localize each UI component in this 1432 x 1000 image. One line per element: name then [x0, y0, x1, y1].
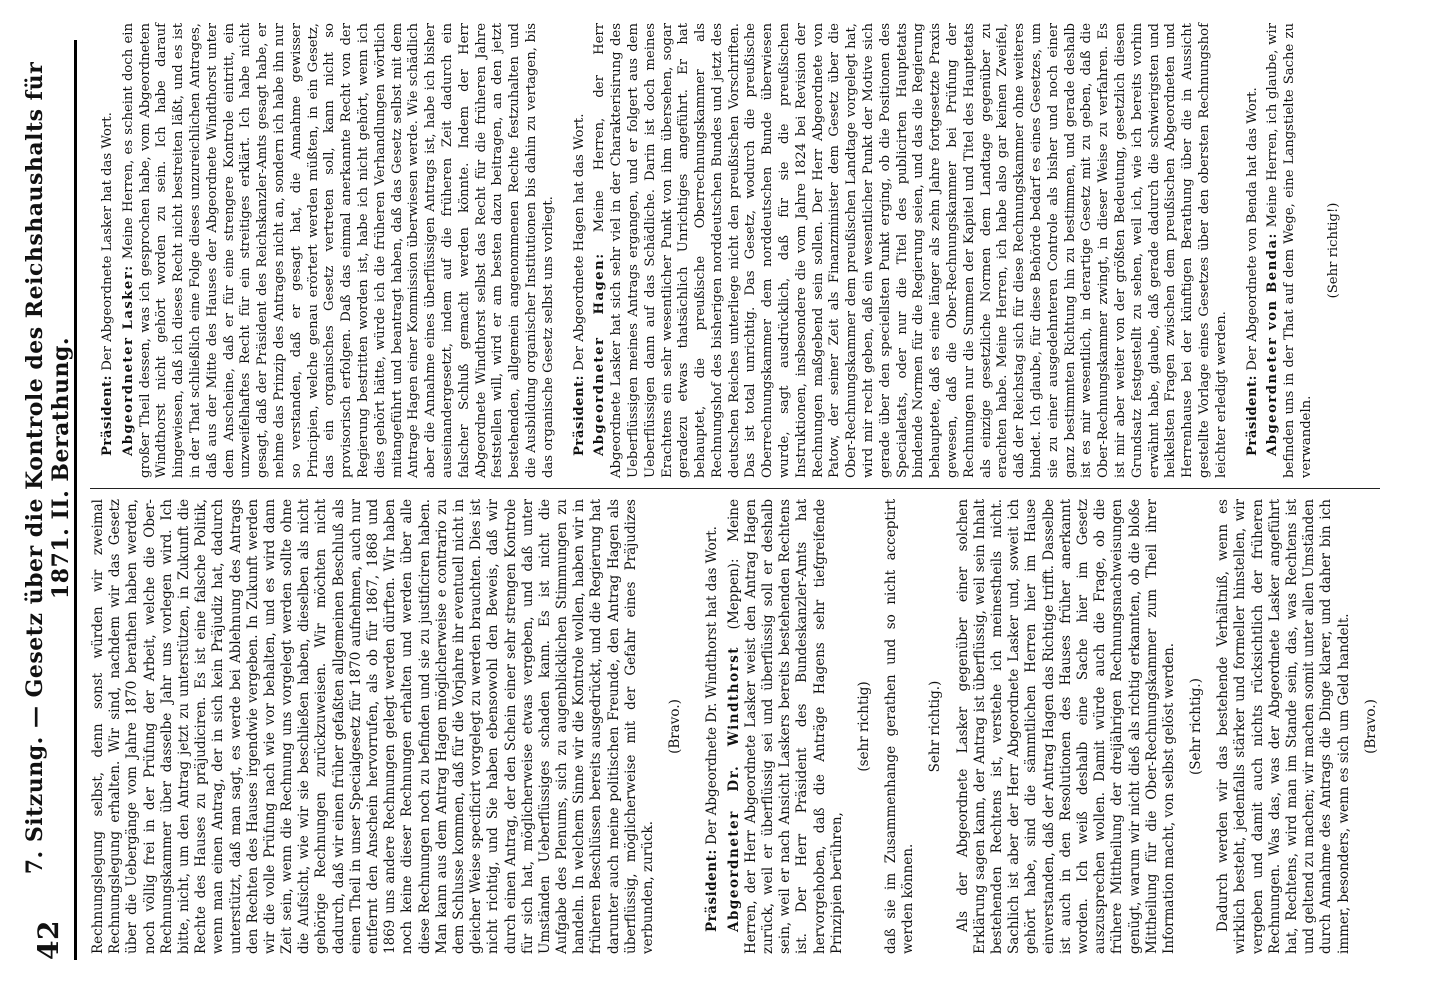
paragraph-text: Meine Herren, es scheint doch ein großer Theil dessen, was ich gesprochen habe, vom Abgeordneten Windthorst nicht gehört worden zu sein. Ich habe darauf hingewiesen, daß ich dieses Recht nicht bestreiten läßt, und es ist in der That schließlich eine Folge dieses unzureichlichen Antrages, daß aus der Mitte des Hauses der Abgeordnete Windthorst unter dem Anscheine, daß er für eine strengere Kontrole eintritt, ein unzweifelhaftes Recht für ein streitiges erklärt. Ich habe nicht gesagt, daß der Präsident des Reichskanzler-Amts gesagt habe, er nehme das Prinzip des Antrages nicht an, sondern ich habe ihn nur so verstanden, daß er gesagt hat, die Annahme gewisser Principien, welche genau erörtert werden müßten, in ein Gesetz, das ein organisches Gesetz vertreten soll, kann nicht so provisorisch erfolgen. Daß das einmal anerkannte Recht von der Regierung bestritten worden ist, habe ich nicht gehört, wenn ich dies gehört hätte, würde ich die früheren Verhandlungen wörtlich mitangeführt und beantragt haben, daß das Gesetz selbst mit dem Antrage Hagen einer Kommission überwiesen werde. Wie schädlich aber die Annahme eines überflüssigen Antrags ist, habe ich bisher auseinandergesetzt, indem auf die früheren Zeit dadurch ein falscher Schluß gemacht werden könnte. Indem der Herr Abgeordnete Windthorst selbst das Recht für die früheren Jahre feststellen will, wird er am besten dazu beitragen, an den jetzt bestehenden, allgemein angenommenen Rechte festzuhalten und die Ausbildung organischer Institutionen bis dahin zu vertagen, bis das organische Gesetz selbst uns vorliegt. [120, 23, 556, 478]
president-line [1245, 23, 1262, 478]
paragraph-text: Der Abgeordnete Hagen hat das Wort. [571, 113, 587, 371]
president-label: Präsident: [704, 849, 721, 932]
president-label: Präsident: [100, 374, 115, 456]
interjection: (Sehr richtig!) [1325, 202, 1341, 299]
interjection: (Sehr richtig.) [1188, 678, 1205, 775]
column-divider [90, 488, 1380, 489]
header-rule [74, 40, 77, 960]
speaker-name: Abgeordneter Hagen: [592, 252, 608, 456]
spacer [1235, 23, 1245, 478]
speech-paragraph [121, 23, 558, 478]
president-line [704, 499, 721, 954]
interjection: (Bravo.) [1362, 699, 1379, 754]
speech-paragraph [726, 499, 846, 954]
president-line [572, 23, 589, 478]
body-paragraph: daß sie im Zusammenhange gerathen und so nicht acceptirt werden können. [883, 499, 917, 954]
speaker-name: Abgeordneter von Benda: [1265, 232, 1281, 456]
president-line [100, 23, 117, 478]
spacer [694, 499, 704, 954]
paragraph-text: Der Abgeordnete Dr. Windthorst hat das Wort. [704, 526, 721, 845]
left-column [90, 499, 1390, 954]
spacer [90, 23, 100, 478]
right-column [90, 23, 1353, 478]
paragraph-text: (Meppen): Meine Herren, der Herr Abgeordnete Lasker weist den Antrag Hagen zurück, weil er überflüssig sei und überflüssig soll er deshalb sein, weil er nach Ansicht Laskers bereits bestehenden Rechtens ist. Der Herr Präsident des Bundeskanzler-Amts hat hervorgehoben, daß die Anträge Hagens sehr tiefgreifende Prinzipien berühren, [725, 499, 845, 954]
running-head [22, 40, 74, 960]
interjection: (sehr richtig) [855, 681, 872, 772]
speaker-name: Abgeordneter Dr. Windthorst [725, 645, 742, 932]
page-number: 42 [31, 920, 65, 960]
speech-paragraph [592, 23, 1230, 478]
interjection: Sehr richtig.) [927, 680, 944, 773]
digitization-credit [1405, 0, 1432, 1000]
interjection: (Bravo.) [667, 699, 684, 754]
paragraph-text: Der Abgeordnete Lasker hat das Wort. [100, 112, 115, 371]
body-paragraph: Rechnungslegung selbst, denn sonst würden wir zweimal Rechnungslegung erhalten. Wir sind, nachdem wir das Gesetz über die Uebergänge vom Jahre 1870 berathen haben werden, noch völlig frei in der Prüfung der Arbeit, welche die Ober-Rechnungskammer über dasselbe Jahr uns vorlegen wird. Ich bitte, nicht, um den Antrag jetzt zu unterstützen, in Zukunft die Rechte des Hauses zu präjudiciren. Es ist eine falsche Politik, wenn man einen Antrag, der in sich kein Präjudiz hat, dadurch unterstützt, daß man sagt, es werde bei Ablehnung des Antrags den Rechten des Hauses irgendwie vergeben. In Zukunft werden wir die volle Prüfung nach wie vor behalten, und es wird dann Zeit sein, wenn die Rechnung uns vorgelegt werden sollte ohne die Aufsicht, wie wir sie beschließen haben, dieselben als nicht gehörige Rechnungen zurückzuweisen. Wir möchten nicht dadurch, daß wir einen früher gefaßten allgemeinen Beschluß als einen Theil in unser Specialgesetz für 1870 aufnehmen, auch nur entfernt den Anschein hervorrufen, als ob für 1867, 1868 und 1869 uns andere Rechnungen gelegt werden dürften. Wir haben noch keine dieser Rechnungen erhalten und werden über alle diese Rechnungen noch zu befinden und sie zu justificiren haben. Man kann aus dem Antrag Hagen möglicherweise e contrario zu dem Schlusse kommen, daß für die Vorjahre ihr eventuell nicht in gleicher Weise specificirt vorgelegt zu werden brauchten. Dies ist nicht richtig, und Sie haben ebensowohl den Beweis, daß wir durch einen Antrag, der den Schein einer sehr strengen Kontrole für sich hat, möglicherweise etwas vergeben, und daß unter Umständen Ueberflüssiges schaden kann. Es ist nicht die Aufgabe des Plenums, sich zu augenblicklichen Stimmungen zu handeln. In welchem Sinne wir die Kontrole wollen, haben wir in früheren Beschlüssen bereits ausgedrückt, und die Regierung hat darunter auch meine politischen Freunde, den Antrag Hagen als überflüssig, möglicherweise mit der Gefahr eines Präjudizes verbunden, zurück. [90, 499, 656, 954]
body-paragraph: Dadurch werden wir das bestehende Verhältniß, wenn es wirklich besteht, jedenfalls stärker und formeller hinstellen, wir vergeben und damit auch nichts rücksichtlich der früheren Rechnungen. Was das, was der Abgeordnete Lasker angeführt hat, Rechtens, wird man im Stande sein, das, was Rechtens ist und geltend zu machen; wir machen somit unter allen Umständen durch Annahme des Antrags die Dinge klarer, und daher bin ich immer, besonders, wenn es sich um Geld handelt. [1215, 499, 1352, 954]
spacer [562, 23, 572, 478]
president-label: Präsident: [1244, 374, 1260, 456]
body-paragraph: Als der Abgeordnete Lasker gegenüber einer solchen Erklärung sagen kann, der Antrag ist überflüssig, weil sein Inhalt bestehenden Rechtens ist, verstehe ich meinestheils nicht. Sachlich ist aber der Herr Abgeordnete Lasker und, soweit ich gehört habe, sind die sämmtlichen Herren hier im Hause einverstanden, daß der Antrag Hagen das Richtige trifft. Dasselbe ist auch in den Resolutionen des Hauses früher anerkannt worden. Ich weiß deshalb eine Sache hier im Gesetz auszusprechen wollen. Damit würde auch die Frage, ob die frühere Mittheilung der dreijährigen Rechnungsnachweisungen genügt, warum wir nicht dieß als richtig erkannten, ob die bloße Mittheilung für die Ober-Rechnungskammer zum Theil ihrer Information macht, von selbst gelöst werden. [954, 499, 1177, 954]
paragraph-text: Meine Herren, ich glaube, wir befinden uns in der That auf dem Wege, eine Langstielte Sache zu verwandeln. [1265, 23, 1314, 478]
page-title: 7. Sitzung. — Gesetz über die Kontrole des Reichshaushalts für 1871. II. Berathung. [22, 61, 74, 875]
speech-paragraph [1265, 23, 1315, 478]
paragraph-text: Meine Herren, der Herr Abgeordnete Lasker hat sich sehr viel in der Charakterisirung des Ueberflüssigen meines Antrags ergangen, und er folgert aus dem Ueberflüssigen dann auf das Schädliche. Darin ist doch meines Erachtens ein sehr wesentlicher Punkt von ihm übersehen, sogar geradezu etwas thatsächlich Unrichtiges angeführt. Er hat behauptet, die preußische Oberrechnungskammer als Rechnungshof des bisherigen norddeutschen Bundes und jetzt des deutschen Reiches unterliege nicht den preußischen Vorschriften. Das ist total unrichtig. Das Gesetz, wodurch die preußische Oberrechnungskammer dem norddeutschen Bunde überwiesen wurde, sagt ausdrücklich, daß für sie die preußischen Instruktionen, insbesondere die vom Jahre 1824 bei Revision der Rechnungen maßgebend sein sollen. Der Herr Abgeordnete von Patow, der seiner Zeit als Finanzminister dem Gesetz über die Ober-Rechnungskammer dem preußischen Landtage vorgelegt hat, wird mir recht geben, daß ein wesentlicher Punkt der Motive sich gerade über den speciellsten Punkt erging, ob die Positionen des Specialetats, oder nur die Titel des publicirten Hauptetats bindende Normen für die Regierung seien, und das die Regierung behauptete, daß es eine länger als zehn Jahre fortgesetzte Praxis gewesen, daß die Ober-Rechnungskammer bei Prüfung der Rechnungen nur die Summen der Kapitel und Titel des Hauptetats als einzige gesetzliche Normen dem Landtage gegenüber zu erachten habe. Meine Herren, ich habe also gar keinen Zweifel, daß der Reichstag sich für diese Rechnungskammer ohne weiteres bindet. Ich glaube, für diese Behörde bedarf es eines Gesetzes, um sie zu einer ausgedehnteren Controle als bisher und noch einer ganz bestimmten Richtung hin zu bestimmen, und gerade deshalb ist es mir wesentlich, in derartige Gesetz mit zu geben, daß die Ober-Rechnungskammer zwingt, in dieser Weise zu verfahren. Es ist mir aber weiter von der größten Bedeutung, gesetzlich diesen Grundsatz festgestellt zu sehen, weil ich, wie ich bereits vorhin erwähnt habe, glaube, daß gerade dadurch die schwierigsten und heikelsten Fragen zwischen dem preußischen Abgeordneten und Herrenhause bei der künftigen Berathung über die in Aussicht gestellte Vorlage eines Gesetzes über den obersten Rechnungshof leichter erledigt werden. [592, 23, 1229, 478]
paragraph-text: Der Abgeordnete von Benda hat das Wort. [1244, 87, 1260, 371]
speaker-name: Abgeordneter Lasker: [120, 264, 136, 456]
president-label: Präsident: [571, 374, 587, 456]
